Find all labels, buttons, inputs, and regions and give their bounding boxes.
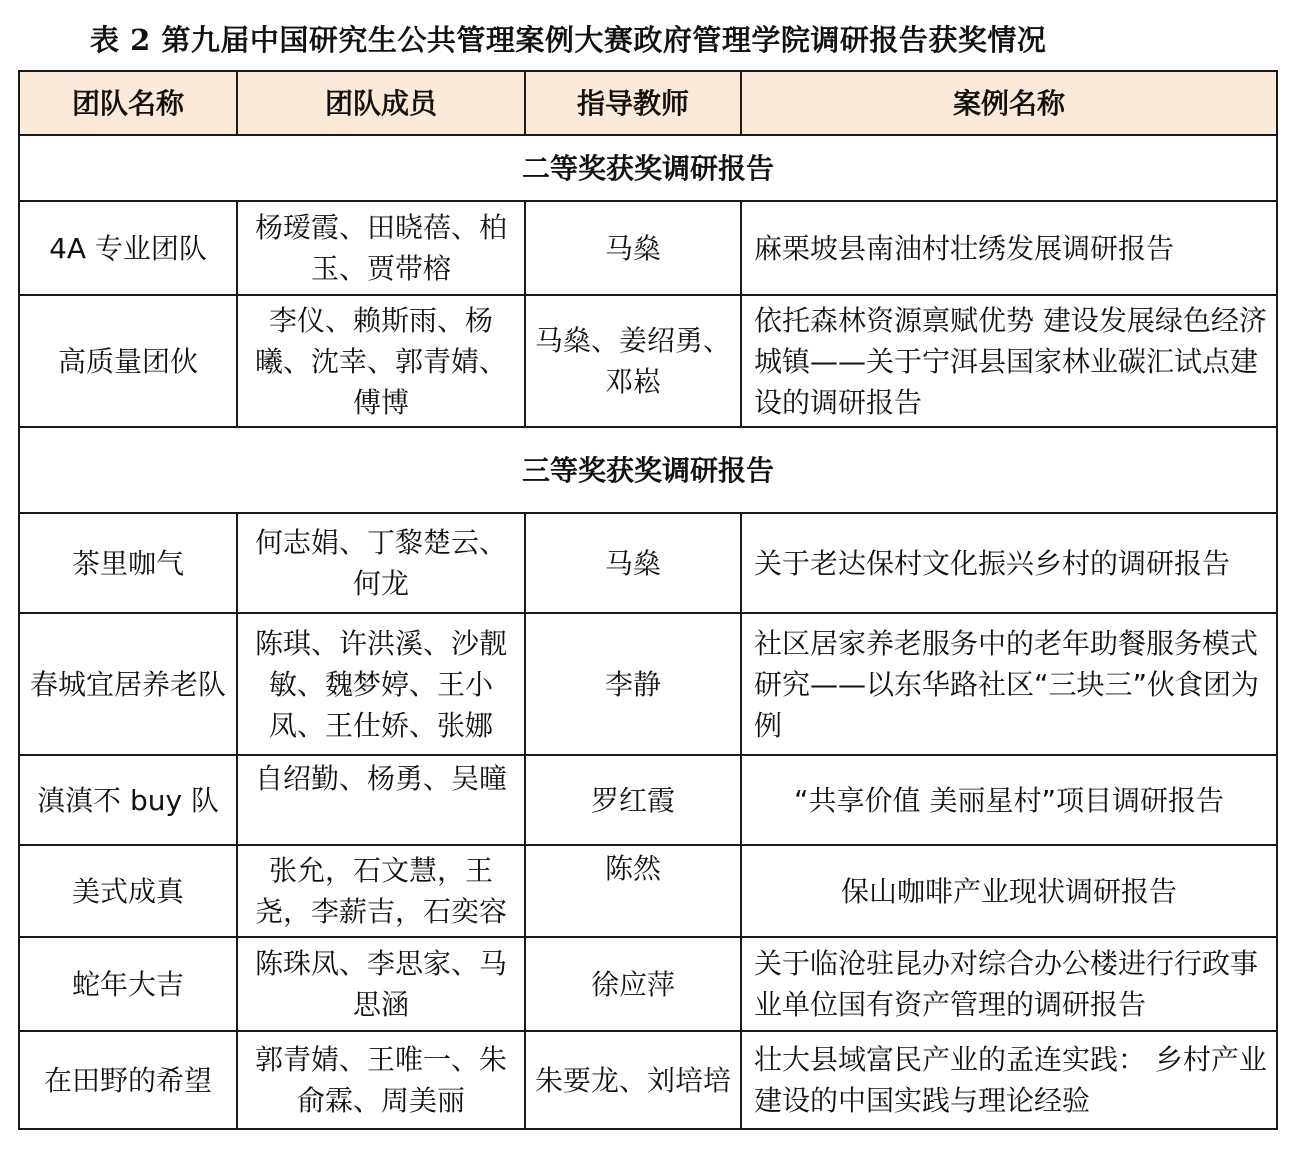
advisor-cell: 朱要龙、刘培培	[525, 1031, 741, 1129]
team-cell: 高质量团伙	[19, 295, 237, 427]
section-title: 三等奖获奖调研报告	[19, 427, 1277, 513]
awards-table	[18, 70, 1278, 1130]
table-caption: 表 2 第九届中国研究生公共管理案例大赛政府管理学院调研报告获奖情况	[90, 23, 1047, 57]
table-row	[19, 513, 1277, 613]
header-case-name: 案例名称	[741, 71, 1277, 135]
members-cell: 李仪、赖斯雨、杨曦、沈幸、郭青婧、傅博	[237, 295, 525, 427]
case-cell: 依托森林资源禀赋优势 建设发展绿色经济城镇——关于宁洱县国家林业碳汇试点建设的调研报告	[741, 295, 1277, 427]
members-cell: 郭青婧、王唯一、朱俞霖、周美丽	[237, 1031, 525, 1129]
advisor-cell: 马燊	[525, 201, 741, 295]
table-row	[19, 755, 1277, 845]
members-cell: 陈珠凤、李思家、马思涵	[237, 937, 525, 1031]
members-cell: 自绍勤、杨勇、吴曈	[237, 755, 525, 845]
team-cell: 美式成真	[19, 845, 237, 937]
team-cell: 蛇年大吉	[19, 937, 237, 1031]
table-row	[19, 613, 1277, 755]
header-team-name: 团队名称	[19, 71, 237, 135]
team-cell: 茶里咖气	[19, 513, 237, 613]
table-row	[19, 295, 1277, 427]
section-row	[19, 427, 1277, 513]
team-cell: 滇滇不 buy 队	[19, 755, 237, 845]
case-cell: 关于老达保村文化振兴乡村的调研报告	[741, 513, 1277, 613]
team-cell: 春城宜居养老队	[19, 613, 237, 755]
table-row	[19, 201, 1277, 295]
members-cell: 张允，石文慧，王尧，李薪吉，石奕容	[237, 845, 525, 937]
team-cell: 在田野的希望	[19, 1031, 237, 1129]
case-cell: 壮大县域富民产业的孟连实践： 乡村产业建设的中国实践与理论经验	[741, 1031, 1277, 1129]
members-cell: 杨瑷霞、田晓蓓、柏玉、贾带榕	[237, 201, 525, 295]
advisor-cell: 徐应萍	[525, 937, 741, 1031]
case-cell: 保山咖啡产业现状调研报告	[741, 845, 1277, 937]
table-row	[19, 937, 1277, 1031]
header-advisor: 指导教师	[525, 71, 741, 135]
advisor-cell: 马燊	[525, 513, 741, 613]
section-row	[19, 135, 1277, 201]
header-members: 团队成员	[237, 71, 525, 135]
case-cell: 社区居家养老服务中的老年助餐服务模式研究——以东华路社区“三块三”伙食团为例	[741, 613, 1277, 755]
members-cell: 陈琪、许洪溪、沙靓敏、魏梦婷、王小凤、王仕娇、张娜	[237, 613, 525, 755]
header-row	[19, 71, 1277, 135]
advisor-cell: 陈然	[525, 845, 741, 937]
case-cell: “共享价值 美丽星村”项目调研报告	[741, 755, 1277, 845]
advisor-cell: 李静	[525, 613, 741, 755]
case-cell: 麻栗坡县南油村壮绣发展调研报告	[741, 201, 1277, 295]
advisor-cell: 马燊、姜绍勇、邓崧	[525, 295, 741, 427]
advisor-cell: 罗红霞	[525, 755, 741, 845]
case-cell: 关于临沧驻昆办对综合办公楼进行行政事业单位国有资产管理的调研报告	[741, 937, 1277, 1031]
section-title: 二等奖获奖调研报告	[19, 135, 1277, 201]
table-row	[19, 845, 1277, 937]
table-row	[19, 1031, 1277, 1129]
team-cell: 4A 专业团队	[19, 201, 237, 295]
members-cell: 何志娟、丁黎楚云、何龙	[237, 513, 525, 613]
